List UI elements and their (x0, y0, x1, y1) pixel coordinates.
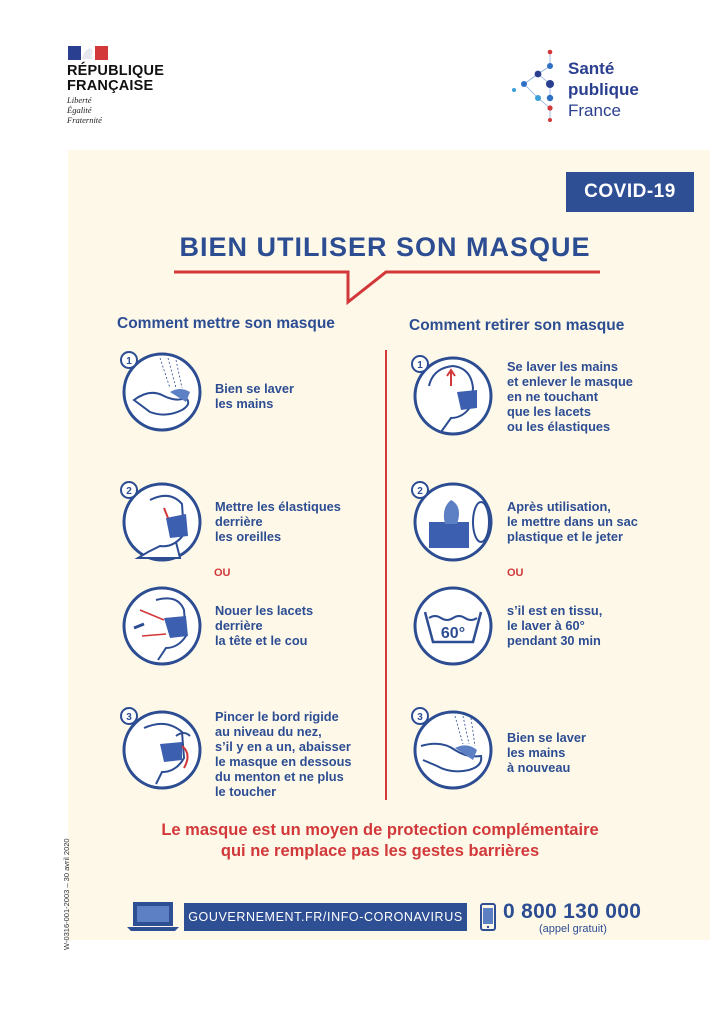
text-line: pendant 30 min (507, 633, 601, 648)
text-line: le toucher (215, 784, 277, 799)
text-line: ou les élastiques (507, 419, 611, 434)
spf-line2: publique (568, 80, 639, 99)
motto-egalite: Égalité (67, 105, 92, 115)
left-step2-text (215, 499, 341, 544)
trash-bag-icon (411, 478, 495, 562)
right-step1-text (507, 359, 633, 434)
or-label-left: OU (214, 567, 231, 579)
step-number: 1 (417, 360, 423, 371)
text-line: plastique et le jeter (507, 529, 623, 544)
sante-publique-france-logo-text (568, 58, 639, 121)
left-step1-text (215, 381, 294, 411)
right-step2b-text (507, 603, 602, 648)
title-speech-underline (172, 268, 602, 310)
step-number: 3 (126, 712, 132, 723)
motto-liberte: Liberté (67, 95, 92, 105)
spf-line3: France (568, 101, 621, 120)
wash-temp-label: 60° (440, 625, 466, 642)
text-line: derrière (215, 618, 263, 633)
wash-hands-icon (120, 348, 204, 432)
info-coronavirus-link[interactable]: GOUVERNEMENT.FR/INFO-CORONAVIRUS (184, 903, 467, 931)
text-line: Nouer les lacets (215, 603, 314, 618)
text-line: et enlever le masque (507, 374, 633, 389)
text-line: que les lacets (507, 404, 591, 419)
text-line: les oreilles (215, 529, 282, 544)
hotline-note: (appel gratuit) (539, 923, 607, 935)
text-line: la tête et le cou (215, 633, 308, 648)
hotline-number[interactable]: 0 800 130 000 (503, 900, 642, 923)
or-label-right: OU (507, 567, 524, 579)
text-line: au niveau du nez, (215, 724, 322, 739)
rf-line1: RÉPUBLIQUE (67, 63, 165, 79)
put-on-mask-heading: Comment mettre son masque (117, 315, 335, 332)
document-reference: W-0316-001-2003 – 30 avril 2020 (62, 838, 71, 950)
mask-elastics-icon (120, 478, 204, 562)
text-line: à nouveau (507, 760, 571, 775)
message-line1: Le masque est un moyen de protection complémentaire (161, 821, 599, 839)
text-line: Après utilisation, (507, 499, 611, 514)
step-number: 2 (126, 486, 132, 497)
text-line: en ne touchant (507, 389, 599, 404)
spf-line1: Santé (568, 59, 615, 78)
text-line: Bien se laver (507, 730, 586, 745)
text-line: Pincer le bord rigide (215, 709, 339, 724)
step-number: 3 (417, 712, 423, 723)
wash-hands-again-icon (411, 706, 495, 790)
left-step3-text (215, 709, 352, 799)
republique-francaise-logo-text (67, 64, 164, 94)
remove-mask-heading: Comment retirer son masque (409, 317, 625, 334)
laptop-icon (125, 901, 181, 931)
message-line2: qui ne remplace pas les gestes barrières (220, 842, 540, 860)
text-line: Se laver les mains (507, 359, 618, 374)
phone-icon (480, 903, 496, 931)
poster-title: BIEN UTILISER SON MASQUE (179, 232, 591, 262)
text-line: s’il y en a un, abaisser (215, 739, 351, 754)
covid-badge: COVID-19 (566, 172, 694, 212)
text-line: le mettre dans un sac (507, 514, 638, 529)
text-line: Bien se laver (215, 381, 294, 396)
right-step2-text (507, 499, 638, 544)
remove-mask-icon (411, 352, 495, 436)
barrier-gestures-message (100, 820, 660, 862)
text-line: derrière (215, 514, 263, 529)
wash-60-icon (411, 584, 495, 668)
text-line: les mains (507, 745, 566, 760)
right-step3-text (507, 730, 586, 775)
text-line: s’il est en tissu, (507, 603, 603, 618)
text-line: Mettre les élastiques (215, 499, 341, 514)
motto-fraternite: Fraternité (67, 115, 102, 125)
rf-motto (67, 95, 102, 125)
text-line: le laver à 60° (507, 618, 585, 633)
sante-publique-france-dots-icon (510, 46, 562, 128)
rf-line2: FRANÇAISE (67, 78, 154, 94)
step-number: 1 (126, 356, 132, 367)
text-line: le masque en dessous (215, 754, 352, 769)
column-divider (385, 350, 387, 800)
marianne-flag-icon (68, 46, 108, 60)
text-line: les mains (215, 396, 274, 411)
left-step2b-text (215, 603, 313, 648)
pinch-nose-icon (120, 706, 204, 790)
mask-laces-icon (120, 584, 204, 668)
text-line: du menton et ne plus (215, 769, 344, 784)
step-number: 2 (417, 486, 423, 497)
